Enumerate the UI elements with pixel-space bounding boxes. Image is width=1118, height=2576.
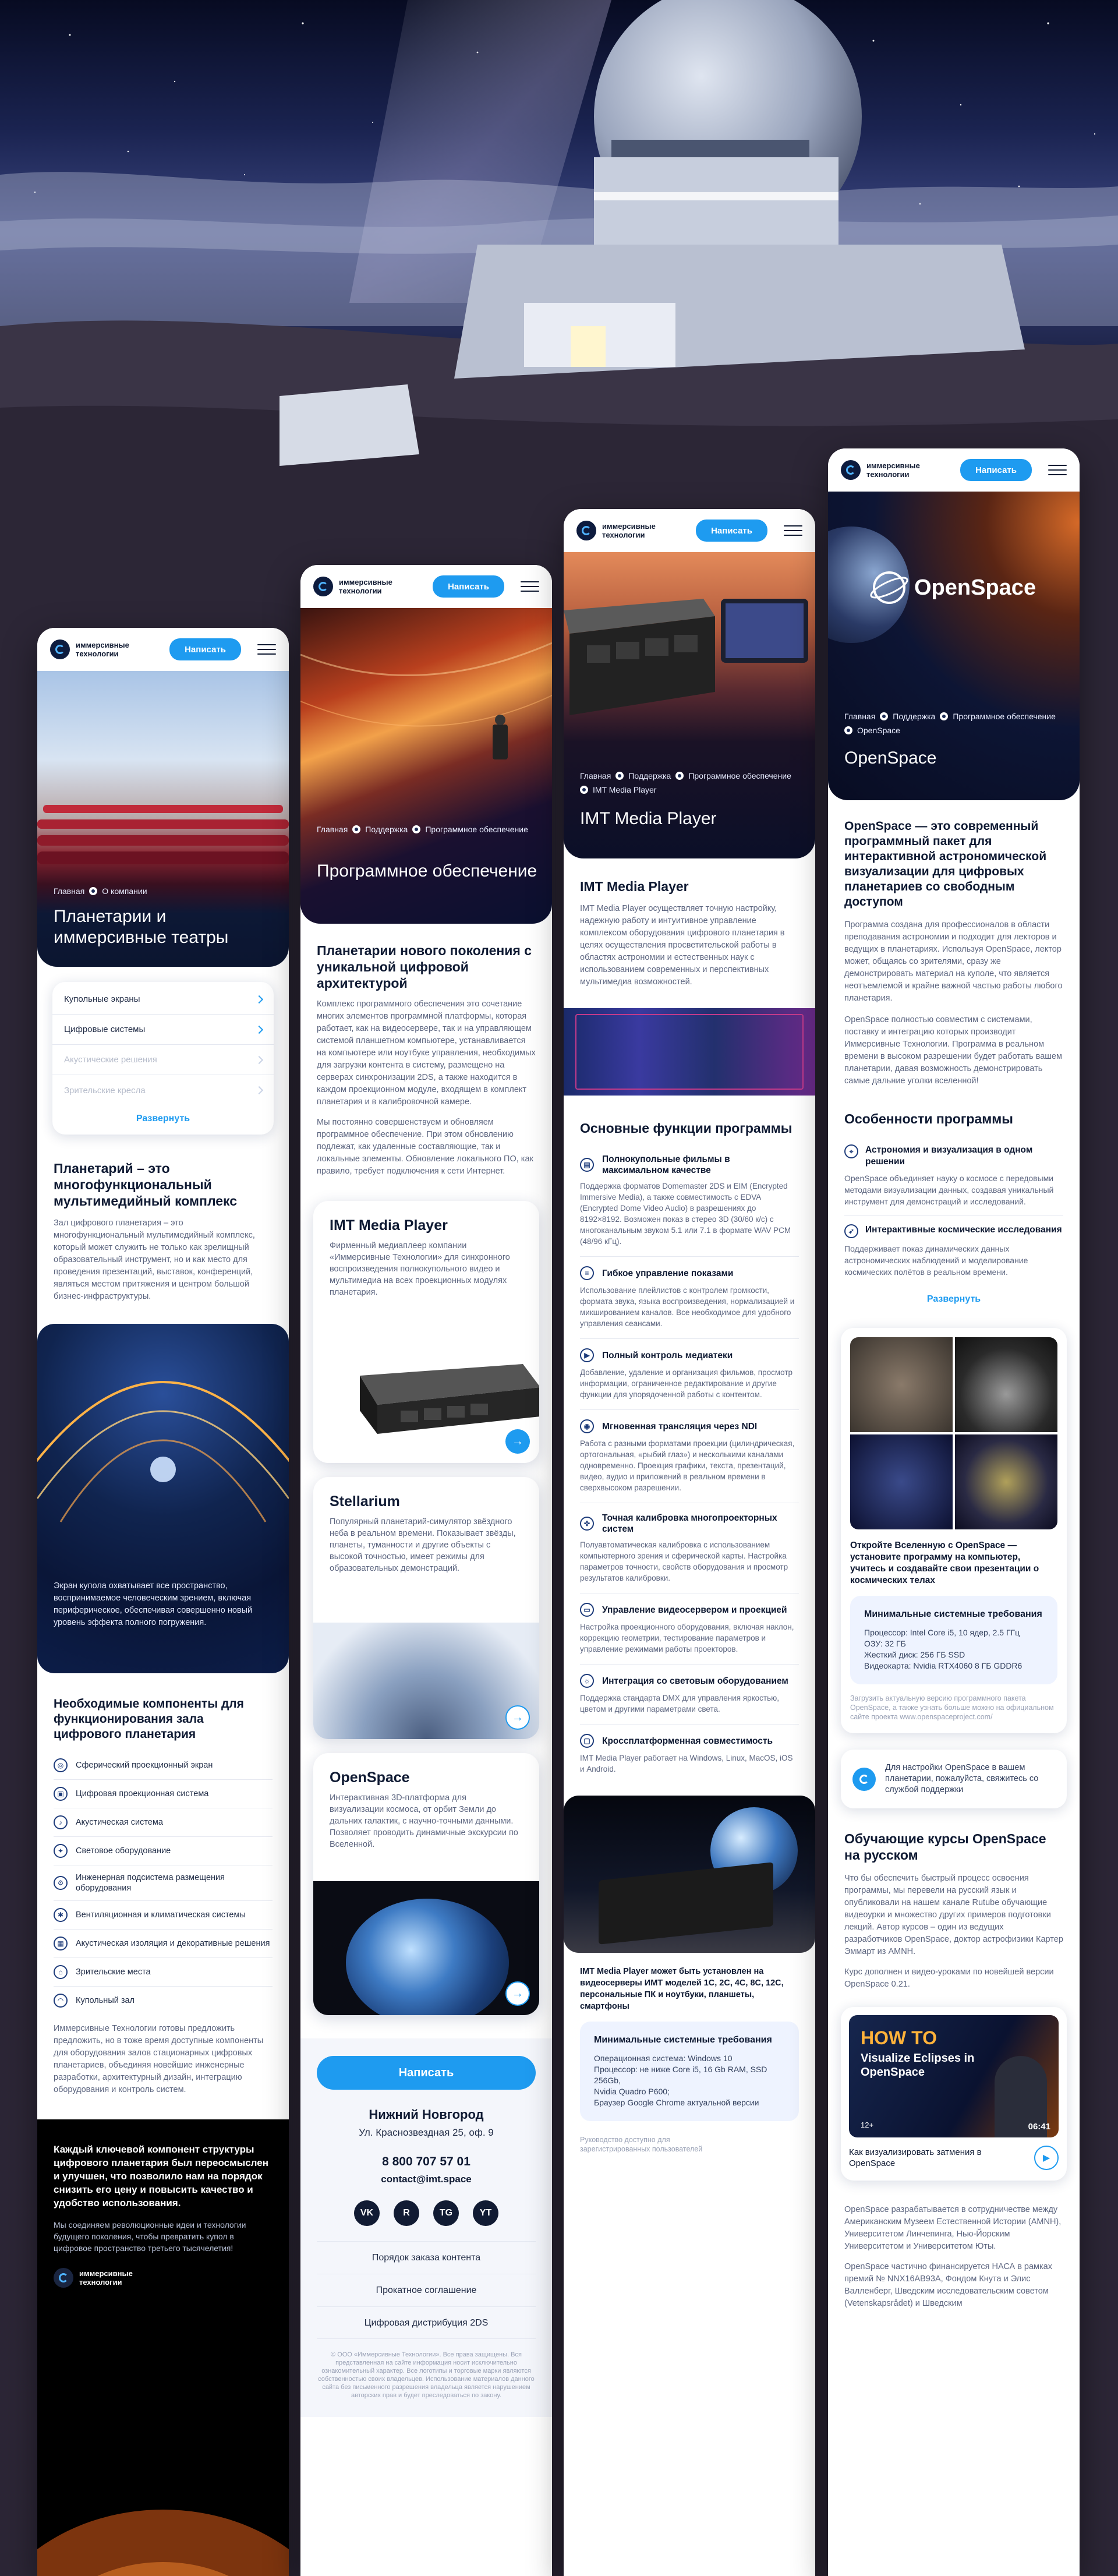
product-text: Популярный планетарий-симулятор звёздного неба в реальном времени. Показывает звёзды, планеты, туманности и другие объекты с высокой точностью, имеет режимы для образовательных демонстраций.	[330, 1517, 516, 1573]
breadcrumb-item[interactable]: Главная	[54, 886, 85, 896]
media-library-icon: ▶	[580, 1348, 594, 1362]
video-thumbnail[interactable]	[849, 2015, 1059, 2137]
dome-icon: ◠	[54, 1994, 68, 2008]
intro-title: OpenSpace — это современный программный пакет для интерактивной астрономической визуализации для цифровых планетариев со свободным доступом	[844, 819, 1047, 909]
component-item: ♪ Акустическая система	[54, 1808, 273, 1837]
site-header	[300, 565, 552, 608]
breadcrumb-item[interactable]: Главная	[317, 825, 348, 834]
video-thumb-line2: Visualize Eclipses in OpenSpace	[861, 2052, 975, 2079]
menu-burger-icon[interactable]	[1048, 465, 1067, 475]
feature-item: ⌖ Астрономия и визуализация в одном решении OpenSpace объединяет науку о космосе с передовыми методами визуализации данных, создавая уникальный инструмент для демонстраций и исследований.	[844, 1136, 1063, 1216]
footer-email[interactable]: contact@imt.space	[381, 2174, 472, 2185]
write-button[interactable]: Написать	[960, 459, 1032, 481]
component-item: ◠ Купольный зал	[54, 1987, 273, 2015]
speaker-icon: ♪	[54, 1815, 68, 1829]
breadcrumb-separator-icon	[615, 772, 624, 780]
footer-address: Ул. Краснозвездная 25, оф. 9	[359, 2127, 494, 2138]
chevron-right-icon	[255, 1086, 263, 1094]
card-arrow-button[interactable]: →	[505, 1981, 530, 2006]
section-title: Планетарии нового поколения с уникальной цифровой архитектурой	[317, 943, 532, 991]
requirement-line: Процессор: Intel Core i5, 10 ядер, 2.5 ГГц	[864, 1628, 1020, 1637]
component-item: ▦ Акустическая изоляция и декоративные решения	[54, 1930, 273, 1958]
breadcrumb-item[interactable]: Главная	[844, 712, 876, 721]
breadcrumb-item[interactable]: Поддержка	[365, 825, 408, 834]
write-button[interactable]: Написать	[169, 638, 241, 660]
function-item: ✜ Точная калибровка многопроекторных систем Полуавтоматическая калибровка с использованием компьютерного зрения и сферической карты. Настройка параметров точности, свойств оборудования и просмотр результатов калибровки.	[580, 1503, 799, 1593]
expand-link[interactable]: Развернуть	[136, 1114, 190, 1123]
page-title: IMT Media Player	[580, 809, 717, 828]
stellarium-sky-image	[313, 1623, 539, 1739]
requirement-line: ОЗУ: 32 ГБ	[864, 1639, 906, 1648]
theater-seats-illustration	[37, 758, 289, 875]
breadcrumb	[54, 886, 275, 896]
footer-text: OpenSpace разрабатывается в сотрудничестве между Американским Музеем Естественной Истории (AMNH), Университетом Линчепинга, Нью-Йорским Университетом и Университетом Юты.	[844, 2205, 1062, 2251]
play-icon[interactable]: ▶	[1034, 2146, 1059, 2170]
breadcrumb-item[interactable]: Поддержка	[893, 712, 936, 721]
hero-banner	[300, 608, 552, 924]
expand-link[interactable]: Развернуть	[926, 1294, 981, 1304]
logo-text: иммерсивные технологии	[79, 2269, 133, 2287]
system-requirements-card	[850, 1596, 1057, 1684]
phone-mockup-imt-media-player	[564, 509, 815, 2576]
menu-item-digital-systems[interactable]: Цифровые системы	[52, 1015, 274, 1045]
telegram-icon[interactable]: TG	[433, 2200, 459, 2226]
projector-icon: ▣	[54, 1787, 68, 1801]
function-item: ◉ Мгновенная трансляция через NDI Работа с разными форматами проекции (цилиндрическая, ортогональная, «рыбий глаз») и несколькими каналами одновременно. Проекция графики, текста, презентаций, видео, аудио и приложений в реальном времени в сверхвысоком разрешении.	[580, 1410, 799, 1503]
footer-text: OpenSpace частично финансируется НАСА в рамках премий № NNX16AB93A, Фондом Кнута и Элис Валленберг, Шведским исследовательским советом (Vetenskapsrådet) и Шведским	[844, 2262, 1052, 2308]
age-rating-badge: 12+	[861, 2121, 874, 2129]
section-title: Планетарий – это многофункциональный мультимедийный комплекс	[54, 1161, 238, 1209]
breadcrumb-separator-icon	[940, 712, 948, 720]
component-item: ◎ Сферический проекционный экран	[54, 1751, 273, 1780]
menu-burger-icon[interactable]	[784, 525, 802, 536]
breadcrumb-item[interactable]: OpenSpace	[857, 726, 900, 735]
breadcrumb-separator-icon	[89, 887, 97, 895]
product-text: Фирменный медиаплеер компании «Иммерсивные Технологии» для синхронного воспроизведения полнокупольного видео и мультимедиа на всех проекционных модулях планетария.	[330, 1241, 510, 1297]
dome-caption: Экран купола охватывает все пространство, воспринимаемое человеческим зрением, включая периферическое, обеспечивая совершенно новый уровень эффекта полного погружения.	[54, 1581, 253, 1627]
page-title: Программное обеспечение	[317, 861, 537, 881]
requirement-line: Nvidia Quadro P600;	[594, 2087, 670, 2096]
dark-promo-text: Мы соединяем революционные идеи и технологии будущего поколения, чтобы превратить купол в цифровое пространство третьего тысячелетия!	[54, 2220, 246, 2253]
site-header	[564, 509, 815, 552]
light-icon: ✦	[54, 1844, 68, 1858]
breadcrumb-separator-icon	[880, 712, 888, 720]
logo-icon[interactable]	[313, 577, 333, 596]
product-card-stellarium[interactable]	[313, 1477, 539, 1739]
breadcrumb-item[interactable]: IMT Media Player	[593, 785, 657, 794]
card-arrow-button[interactable]: →	[505, 1429, 530, 1454]
component-item: ✱ Вентиляционная и климатическая системы	[54, 1901, 273, 1930]
footer-write-button[interactable]: Написать	[317, 2056, 536, 2090]
hero-banner	[37, 671, 289, 967]
components-text: Иммерсивные Технологии готовы предложить предложить, но в тоже время доступные компоненты для оборудования залов стационарных цифровых планетариев, объединяя новейшие инженерные разработки, архитектурный дизайн, интеграцию оборудования и контроль систем.	[54, 2024, 264, 2094]
breadcrumb	[844, 712, 1066, 735]
components-title: Необходимые компоненты для функционирования зала цифрового планетария	[54, 1697, 244, 1741]
system-requirements-card	[580, 2022, 799, 2121]
lighting-icon: ☼	[580, 1674, 594, 1688]
video-thumb-line1: HOW TO	[861, 2027, 937, 2048]
site-footer	[300, 2038, 552, 2417]
sphere-icon: ◎	[54, 1758, 68, 1772]
chevron-right-icon	[255, 995, 263, 1003]
video-server-icon: ▭	[580, 1603, 594, 1617]
insulation-icon: ▦	[54, 1937, 68, 1950]
light-rings-illustration	[37, 1324, 289, 1545]
function-item: ▢ Кроссплатформенная совместимость IMT Media Player работает на Windows, Linux, MacOS, iOS и Android.	[580, 1725, 799, 1784]
film-icon: ▤	[580, 1158, 594, 1172]
logo-icon	[54, 2268, 73, 2288]
requirements-title: Минимальные системные требования	[594, 2035, 772, 2045]
component-item: ⌂ Зрительские места	[54, 1958, 273, 1987]
hero-banner	[564, 552, 815, 858]
requirement-line: Операционная система: Windows 10	[594, 2054, 733, 2063]
logo-text[interactable]: иммерсивные технологии	[339, 578, 392, 595]
footer-link[interactable]: Прокатное соглашение	[317, 2274, 536, 2306]
function-item: ☼ Интеграция со световым оборудованием Поддержка стандарта DMX для управления яркостью, цветом и другими параметрами света.	[580, 1665, 799, 1725]
functions-title: Основные функции программы	[580, 1121, 792, 1136]
video-card[interactable]	[841, 2007, 1067, 2181]
section-title: IMT Media Player	[580, 879, 689, 894]
logo-text[interactable]: иммерсивные технологии	[866, 461, 920, 479]
telescope-icon: ⌖	[844, 1144, 858, 1158]
product-card-imt-media-player[interactable]	[313, 1201, 539, 1463]
component-item: ⚙ Инженерная подсистема размещения оборудования	[54, 1865, 273, 1901]
logo-text[interactable]: иммерсивные технологии	[602, 522, 656, 539]
breadcrumb-separator-icon	[412, 825, 420, 833]
components-list	[54, 1751, 273, 2015]
page-title: Планетарии и иммерсивные театры	[54, 907, 229, 947]
breadcrumb-item[interactable]: О компании	[102, 886, 147, 896]
dome-interior-banner	[37, 1324, 289, 1673]
section-text: Программа создана для профессионалов в области преподавания астрономии и подходит для лекторов и ведущих в планетариях. Используя OpenSpace, лектор может, общаясь со зрителями, сразу же демонстрировать материал на куполе, что является неотъемлемой и крайне важной частью работы любого планетария.	[844, 920, 1063, 1003]
server-illustration	[348, 1352, 539, 1440]
breadcrumb-item[interactable]: Программное обеспечение	[688, 771, 791, 780]
requirement-line: Браузер Google Chrome актуальной версии	[594, 2098, 759, 2107]
menu-burger-icon[interactable]	[257, 644, 276, 655]
feature-item: ➶ Интерактивные космические исследования Поддерживает показ динамических данных астрономических наблюдений и моделирование космических полётов в реальном времени.	[844, 1225, 1062, 1277]
install-text: IMT Media Player может быть установлен на видеосерверы ИМТ моделей 1С, 2С, 4С, 8С, 12С, персональные ПК и ноутбуки, планшеты, смартфоны	[580, 1967, 784, 2011]
support-card[interactable]	[841, 1750, 1067, 1808]
section-text: OpenSpace полностью совместим с системами, поставку и интеграцию которых производит Иммерсивные Технологии. Программа в реальном времени в высоком разрешении будет работать вашем планетарии, давая возможность демонстрировать самые дальние уголки вселенной!	[844, 1015, 1062, 1086]
breadcrumb-item[interactable]: Программное обеспечение	[953, 712, 1056, 721]
card-arrow-button[interactable]: →	[505, 1705, 530, 1730]
function-item: ▤ Полнокупольные фильмы в максимальном качестве Поддержка форматов Domemaster 2DS и EIM (Encrypted Immersive Media), а также совместимость с EDVA (Encrypted Dome Video Audio) в разрешениях до 8192×8192. Возможен показ в стерео 3D (30/60 к/с) с многоканальным звуком 5.1 или 7.1 в формате WAV PCM (48/96 кГц).	[580, 1144, 799, 1257]
rocket-icon: ➶	[844, 1224, 858, 1238]
breadcrumb-separator-icon	[844, 726, 852, 734]
rutube-icon[interactable]: R	[394, 2200, 419, 2226]
courses-text: Что бы обеспечить быстрый процесс освоения программы, мы перевели на русский язык и опубликовали на нашем канале Rutube обучающие видеоурки и множество других примеров подготовки лекций. Автор курсов – один из ведущих разработчиков OpenSpace, доктор астрофизики Картер Эммарт из AMNH.	[844, 1874, 1063, 1956]
product-title: OpenSpace	[330, 1769, 410, 1786]
function-item: ≡ Гибкое управление показами Использование плейлистов с контролем громкости, формата звука, языка воспроизведения, нормализацией и микшированием каналов. Все необходимое для удобного управления сеансами.	[580, 1257, 799, 1339]
section-text: Комплекс программного обеспечения это сочетание многих элементов программной платформы, которая работает, как на видеосервере, так и на управляющем системой планшетном компьютере, устанавливается на компьютере или ноутбуке управления, необходимых для загрузки контента в систему, размещено на серверах синхронизации 2DS, а также находится в каждом проекционном модуле, входящем в комплект планетария и в калибровочной камере.	[317, 999, 536, 1107]
server-earth-image	[564, 1796, 815, 1953]
courses-text: Курс дополнен и видео-уроками по новейшей версии OpenSpace 0.21.	[844, 1967, 1054, 1989]
menu-item-acoustic[interactable]: Акустические решения	[52, 1045, 274, 1075]
function-item: ▶ Полный контроль медиатеки Добавление, удаление и организация фильмов, просмотр информации, ограниченное редактирование и другие функции для упорядоченной работы с контентом.	[580, 1339, 799, 1410]
breadcrumb-item[interactable]: Главная	[580, 771, 611, 780]
phone-mockup-openspace	[828, 448, 1080, 2576]
logo-icon[interactable]	[841, 460, 861, 480]
section-text: Зал цифрового планетария – это многофункциональный мультимедийный комплекс, который может служить не только как зрелищный образовательный инструмент, но и как место для проведения презентаций, выставок, конференций, являться местом притяжения и центром большой бизнес-инфраструктуры.	[54, 1218, 255, 1301]
chevron-right-icon	[255, 1025, 263, 1033]
product-card-openspace[interactable]	[313, 1753, 539, 2015]
footer-link[interactable]: Порядок заказа контента	[317, 2241, 536, 2274]
write-button[interactable]: Написать	[696, 520, 767, 542]
manual-note[interactable]: Руководство доступно для зарегистрированных пользователей	[580, 2136, 703, 2153]
write-button[interactable]: Написать	[433, 575, 504, 598]
footer-phone[interactable]: 8 800 707 57 01	[382, 2155, 470, 2168]
site-header	[828, 448, 1080, 492]
functions-list	[580, 1144, 799, 1784]
dark-promo-title: Каждый ключевой компонент структуры цифрового планетария был переосмыслен и улучшен, что позволило нам на порядок снизить его цену и повысить качество и удобство использования.	[54, 2144, 268, 2208]
hero-banner	[828, 492, 1080, 800]
app-screenshot-strip	[564, 1008, 815, 1096]
dark-promo-section	[37, 2119, 289, 2576]
footer-copyright: © ООО «Иммерсивные Технологии». Все права защищены. Вся представленная на сайте информация носит исключительно ознакомительный характер. Все логотипы и торговые марки являются собственностью своих владельцев. Использование материалов данного сайта без письменного разрешения владельца является нарушением авторских прав и будет преследоваться по закону.	[318, 2351, 535, 2399]
courses-title: Обучающие курсы OpenSpace на русском	[844, 1831, 1046, 1863]
logo-text[interactable]: иммерсивные технологии	[76, 641, 129, 658]
logo-icon[interactable]	[50, 639, 70, 659]
space-images-grid	[850, 1337, 1057, 1529]
openspace-logo: OpenSpace	[869, 567, 1036, 608]
breadcrumb	[317, 825, 538, 834]
broadcast-icon: ◉	[580, 1419, 594, 1433]
requirement-line: Видеокарта: Nvidia RTX4060 8 ГБ GDDR6	[864, 1661, 1023, 1670]
video-duration: 06:41	[1028, 2122, 1050, 2132]
category-menu-card	[52, 982, 274, 1135]
breadcrumb-separator-icon	[580, 786, 588, 794]
install-title: Откройте Вселенную с OpenSpace — установите программу на компьютер, учитесь и создавайте свои презентации о космических телах	[850, 1540, 1039, 1585]
support-icon	[852, 1768, 876, 1791]
sliders-icon: ≡	[580, 1266, 594, 1280]
cosmic-scene-illustration	[300, 608, 552, 794]
calibration-icon: ✜	[580, 1517, 594, 1531]
page-title: OpenSpace	[844, 748, 937, 768]
product-title: IMT Media Player	[330, 1217, 448, 1234]
requirements-title: Минимальные системные требования	[864, 1609, 1042, 1619]
phone-mockup-planetariums	[37, 628, 289, 2576]
engineering-icon: ⚙	[54, 1876, 68, 1890]
footer-city: Нижний Новгород	[369, 2107, 484, 2122]
features-title: Особенности программы	[844, 1111, 1013, 1126]
devices-icon: ▢	[580, 1734, 594, 1748]
logo-icon[interactable]	[576, 521, 596, 540]
audience-dome-illustration	[37, 2469, 289, 2576]
server-and-monitor-illustration	[564, 575, 815, 738]
ventilation-icon: ✱	[54, 1908, 68, 1922]
menu-burger-icon[interactable]	[521, 581, 539, 592]
menu-item-seats[interactable]: Зрительские кресла	[52, 1075, 274, 1105]
seat-icon: ⌂	[54, 1965, 68, 1979]
support-text: Для настройки OpenSpace в вашем планетарии, пожалуйста, свяжитесь со службой поддержки	[885, 1763, 1039, 1794]
social-links	[317, 2200, 536, 2226]
download-note[interactable]: Загрузить актуальную версию программного пакета OpenSpace, а также узнать больше можно на официальном сайте проекта www.openspaceproject.com/	[850, 1694, 1054, 1721]
openspace-logo-icon	[869, 567, 910, 608]
component-item: ▣ Цифровая проекционная система	[54, 1780, 273, 1808]
video-caption[interactable]: Как визуализировать затмения в OpenSpace	[849, 2147, 982, 2168]
section-text: Мы постоянно совершенствуем и обновляем программное обеспечение. При этом обновлению подлежат, как удаленные составляющие, так и локальные элементы. Обновление локального ПО, как правило, требует подключения к сети Интернет.	[317, 1118, 533, 1176]
breadcrumb-separator-icon	[675, 772, 684, 780]
footer-link[interactable]: Цифровая дистрибуция 2DS	[317, 2306, 536, 2339]
youtube-icon[interactable]: YT	[473, 2200, 498, 2226]
menu-item-dome-screens[interactable]: Купольные экраны	[52, 984, 274, 1015]
function-item: ▭ Управление видеосервером и проекцией Настройка проекционного оборудования, включая наклон, коррекцию геометрии, тестирование параметров и управление режимами работы проекторов.	[580, 1593, 799, 1665]
phone-mockup-software	[300, 565, 552, 2576]
product-title: Stellarium	[330, 1493, 400, 1510]
breadcrumb-item[interactable]: Поддержка	[628, 771, 671, 780]
chevron-right-icon	[255, 1055, 263, 1063]
breadcrumb	[580, 771, 801, 794]
breadcrumb-item[interactable]: Программное обеспечение	[425, 825, 528, 834]
install-card	[841, 1328, 1067, 1733]
requirement-line: Жесткий диск: 256 ГБ SSD	[864, 1650, 965, 1659]
requirement-line: Процессор: не ниже Core i5, 16 Gb RAM, SSD 256Gb,	[594, 2065, 767, 2085]
product-text: Интерактивная 3D-платформа для визуализации космоса, от орбит Земли до дальних галактик, с научно-точными данными. Позволяет проводить динамичные экскурсии по Вселенной.	[330, 1793, 518, 1849]
breadcrumb-separator-icon	[352, 825, 360, 833]
site-header	[37, 628, 289, 671]
section-text: IMT Media Player осуществляет точную настройку, надежную работу и интуитивное управление комплексом оборудования цифрового планетария в целях осуществления просветительской работы в областях астрономии и естественных наук с использованием современных и перспективных мультимедиа возможностей.	[580, 904, 785, 987]
component-item: ✦ Световое оборудование	[54, 1837, 273, 1865]
vk-icon[interactable]: VK	[354, 2200, 380, 2226]
